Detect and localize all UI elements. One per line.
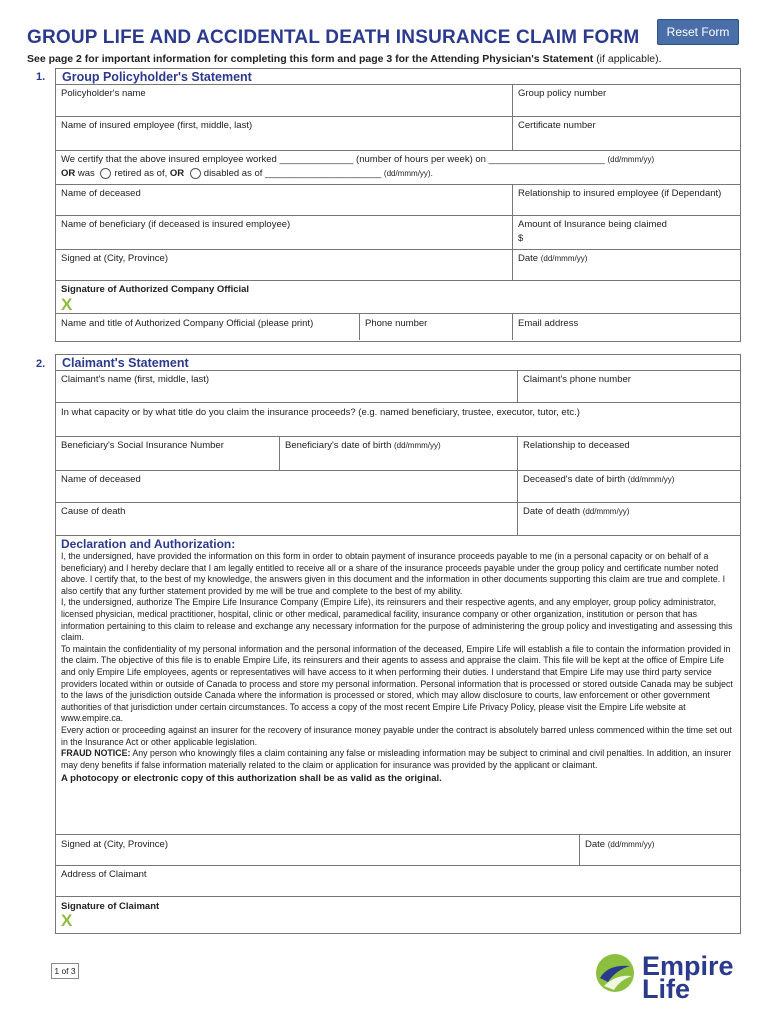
employment-status-options: OR was retired as of, OR disabled as of ______________________ (dd/mmm/yy). [61,168,433,180]
claimant-name-field[interactable]: Claimant's name (first, middle, last) [61,374,210,385]
fraud-notice: FRAUD NOTICE: Any person who knowingly files a claim containing any false or misleading information may be subject to criminal and civil penalties. In addition, an insurer may deny benefits if false information materially related to the claim or application for insurance was provided by the applicant or claimant. [61,748,732,770]
section1-box [55,68,741,342]
logo-wordmark [642,951,734,1004]
date-field[interactable]: Date (dd/mmm/yy) [518,253,588,264]
group-policy-number-field[interactable]: Group policy number [518,88,607,99]
official-phone-field[interactable]: Phone number [365,318,428,329]
official-signature-label: Signature of Authorized Company Official [61,284,250,295]
section1-heading: Group Policyholder's Statement [62,70,252,84]
empire-life-logo [594,952,636,999]
insured-employee-name-field[interactable]: Name of insured employee (first, middle, last) [61,120,253,131]
amount-claimed-field[interactable]: Amount of Insurance being claimed [518,219,667,230]
form-subtitle [27,53,662,65]
subtitle-light: (if applicable). [596,53,662,65]
disabled-radio[interactable] [190,168,201,179]
claimant-phone-field[interactable]: Claimant's phone number [523,374,631,385]
relationship-deceased-field[interactable]: Relationship to deceased [523,440,630,451]
beneficiary-dob-field[interactable]: Beneficiary's date of birth (dd/mmm/yy) [285,440,441,451]
relationship-field[interactable]: Relationship to insured employee (if Dependant) [518,188,722,199]
form-title: GROUP LIFE AND ACCIDENTAL DEATH INSURANCE CLAIM FORM [27,27,640,48]
deceased-name-field[interactable]: Name of deceased [61,474,141,485]
cause-of-death-field[interactable]: Cause of death [61,506,126,517]
logo-line-2: Life [642,974,691,1004]
declaration-paragraph-1: I, the undersigned, have provided the information on this form in order to obtain payment of insurance proceeds payable to me (in a personal capacity or on behalf of a beneficiary) and I hereby declare that I am legally entitled to receive all or a share of the insurance proceeds payable under the group policy and certificate number noted above. I certify that, to the best of my knowledge, the answers given in this document and the information in other documents supporting this claim are true and complete. I also certify that any further statement provided by me will be true and complete to the best of my ability. [61,551,726,596]
capacity-field[interactable]: In what capacity or by what title do you claim the insurance proceeds? (e.g. named beneficiary, trustee, executor, tutor, etc.) [61,407,580,418]
page-number: 1 of 3 [51,963,79,979]
official-email-field[interactable]: Email address [518,318,579,329]
section2-number: 2. [36,358,46,370]
declaration-heading: Declaration and Authorization: [61,537,236,551]
claimant-date-field[interactable]: Date (dd/mmm/yy) [585,839,655,850]
claimant-signed-at-field[interactable]: Signed at (City, Province) [61,839,169,850]
reset-form-button[interactable]: Reset Form [657,19,739,45]
claimant-signature-label: Signature of Claimant [61,901,160,912]
claimant-address-field[interactable]: Address of Claimant [61,869,147,880]
signed-at-field[interactable]: Signed at (City, Province) [61,253,169,264]
claimant-signature-x-mark[interactable]: X [61,911,73,930]
dollar-sign: $ [518,233,524,244]
beneficiary-name-field[interactable]: Name of beneficiary (if deceased is insured employee) [61,219,291,230]
beneficiary-sin-field[interactable]: Beneficiary's Social Insurance Number [61,440,224,451]
declaration-body [61,551,733,785]
declaration-paragraph-4: Every action or proceeding against an insurer for the recovery of insurance money payable under the contract is absolutely barred unless commenced within the time set out in the Insurance Act or other applicable legislation. [61,724,732,747]
certificate-number-field[interactable]: Certificate number [518,120,596,131]
retired-radio[interactable] [100,168,111,179]
certify-hours-statement[interactable]: We certify that the above insured employee worked ______________ (number of hours per week) on ______________________ (dd/mmm/yy) [61,154,655,165]
section2-heading: Claimant's Statement [62,356,189,370]
name-of-deceased-field[interactable]: Name of deceased [61,188,141,199]
date-of-death-field[interactable]: Date of death (dd/mmm/yy) [523,506,630,517]
official-name-field[interactable]: Name and title of Authorized Company Official (please print) [61,318,314,329]
photocopy-validity: A photocopy or electronic copy of this authorization shall be as valid as the original. [61,773,442,785]
logo-line-1: Empire [642,951,734,981]
declaration-paragraph-2: I, the undersigned, authorize The Empire Life Insurance Company (Empire Life), its reinsurers and their respective agents, and any employer, group policy administrator, licensed physician, medical practitioner, hospital, clinic or other medical, paramedical facility, insurance company or other organization, institution or person that has information pertaining to this claim to release and exchange any necessary information for the purpose of administering the group policy and investigating and assessing this claim. [61,597,733,643]
declaration-paragraph-3: To maintain the confidentiality of my personal information and the personal information of the deceased, Empire Life will establish a file to contain the information provided in the claim. The objective of this file is to enable Empire Life, its reinsurers and their agents to assess and appraise the claim. This file will be kept at the office of Empire Life and only Empire Life employees, agents or representatives will have access to it when performing their duties. I understand that Empire Life may use third party service providers located within or outside of Canada to process and store my personal information. Personal information that is processed or stored outside Canada may be subject to the laws of the jurisdiction outside Canada where the information is processed or stored, which may allow disclosure to courts, law enforcement or other government authorities of that jurisdiction under certain circumstances. To access a copy of the most recent Empire Life Privacy Policy, please visit the Empire Life website at www.empire.ca. [61,643,733,724]
policyholder-name-field[interactable]: Policyholder's name [61,88,146,99]
signature-x-mark[interactable]: X [61,295,73,314]
subtitle-bold: See page 2 for important information for completing this form and page 3 for the Attending Physician's Statement [27,53,594,65]
section1-number: 1. [36,71,46,83]
empire-life-logo-icon [594,952,636,994]
deceased-dob-field[interactable]: Deceased's date of birth (dd/mmm/yy) [523,474,675,485]
